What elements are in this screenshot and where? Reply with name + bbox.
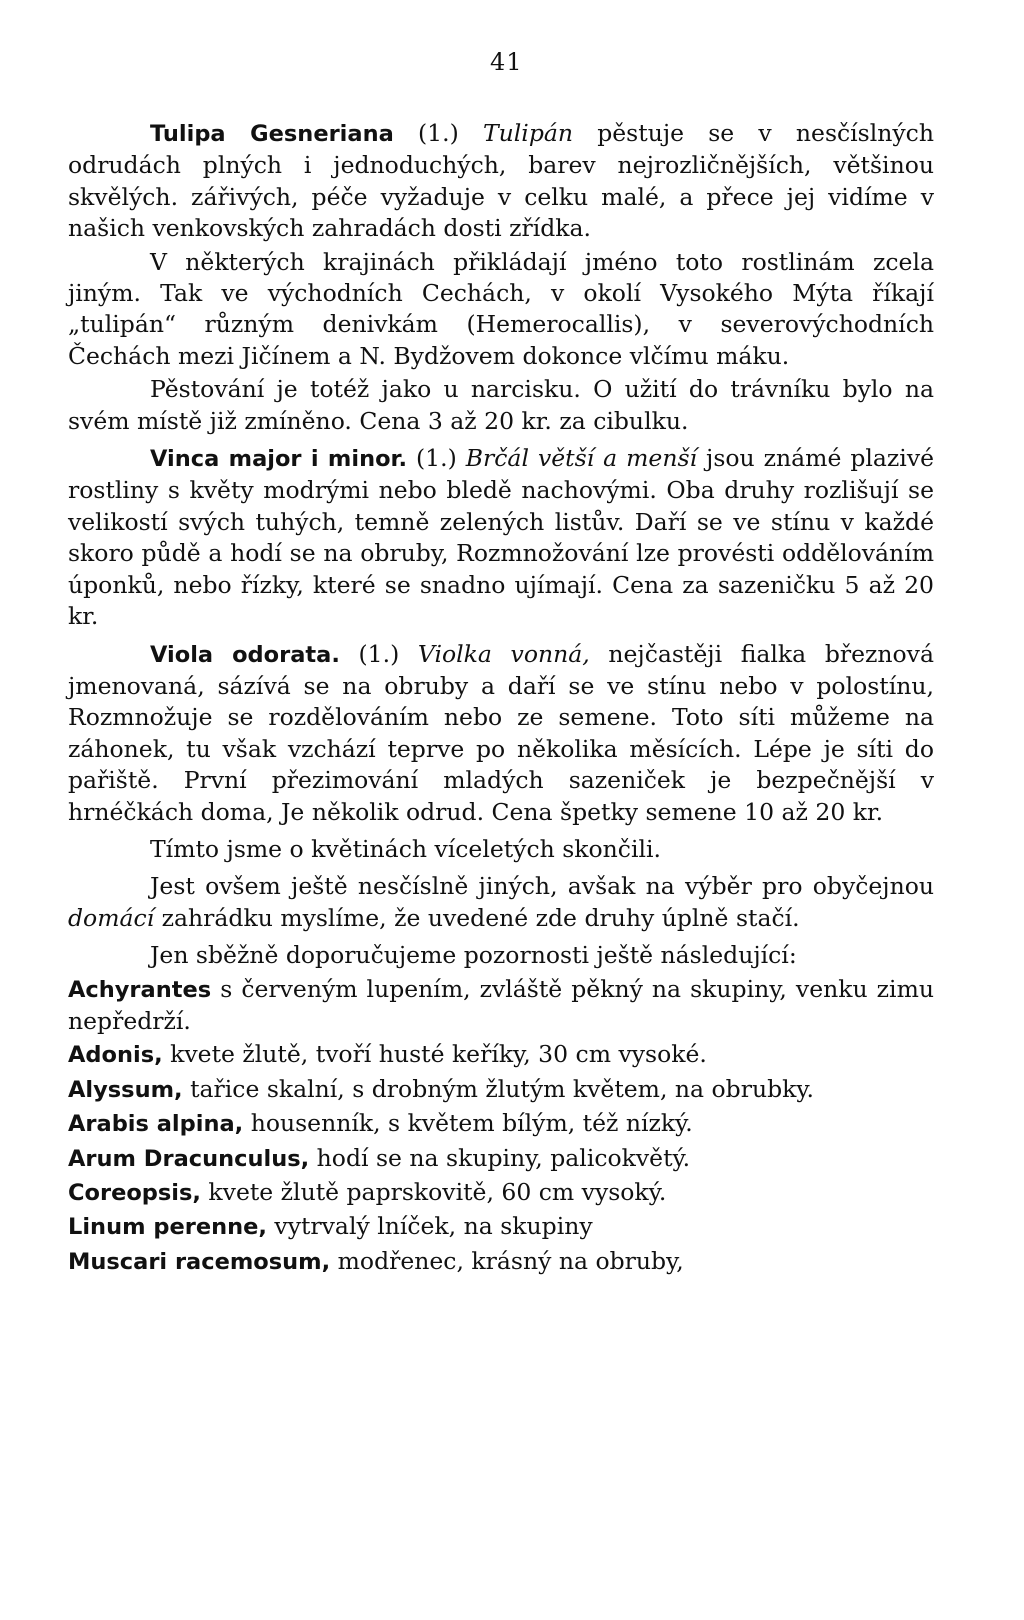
list-item [68,1108,934,1140]
plant-desc: kvete žlutě, tvoří husté keříky, 30 cm vysoké. [170,1040,707,1069]
life-cycle-mark: (1.) [358,639,400,668]
paragraph-text: zahrádku myslíme, že uvedené zde druhy úplně stačí. [161,903,800,932]
plant-desc: housenník, s květem bílým, též nízký. [250,1109,693,1138]
czech-name: Tulipán [482,119,574,147]
paragraph-text: Pěstování je totéž jako u narcisku. O užití do trávníku bylo na svém místě již zmíněno. Cena 3 až 20 kr. za cibulku. [68,375,934,435]
plant-name: Muscari racemosum, [68,1248,331,1275]
paragraph-text: pěstuje se v nesčíslných odrudách plných i jednoduchých, barev nejrozličnějších, většinou skvělých. zářivých, péče vyžaduje v celku malé, a přece jej vidíme v našich venkovských zahradách dosti zřídka. [68,119,934,243]
plant-desc: s červeným lupením, zvláště pěkný na skupiny, venku zimu nepředrží. [68,974,934,1035]
plant-name: Adonis, [68,1042,163,1069]
plant-desc: hodí se na skupiny, palicokvětý. [316,1143,691,1172]
life-cycle-mark: (1.) [418,119,459,147]
page-number: 41 [490,48,523,76]
species-name: Vinca major i minor. [150,446,407,473]
species-name: Viola odorata. [150,641,340,668]
czech-name: Violka vonná, [417,639,590,668]
emphasis: domácí [68,903,155,932]
paragraph-text: Jen sběžně doporučujeme pozornosti ještě následující: [150,941,797,970]
plant-name: Linum perenne, [68,1214,267,1241]
list-item [68,1246,934,1278]
text-body [68,118,934,1280]
paragraph-text: Jest ovšem ještě nesčíslně jiných, avšak na výběr pro obyčejnou [150,872,934,901]
paragraph-tulipa [68,118,934,245]
list-item [68,1211,934,1243]
list-item [68,1074,934,1106]
plant-name: Coreopsis, [68,1180,201,1206]
list-item [68,974,934,1038]
plant-name: Arum Dracunculus, [68,1145,310,1172]
plant-desc: tařice skalní, s drobným žlutým květem, na obrubky. [190,1074,814,1103]
species-name: Tulipa Gesneriana [150,121,394,147]
list-item [68,1177,934,1209]
paragraph-text: Tímto jsme o květinách víceletých skončili. [150,834,661,863]
plant-desc: kvete žlutě paprskovitě, 60 cm vysoký. [208,1178,667,1206]
paragraph-text: V některých krajinách přikládají jméno toto rostlinám zcela jiným. Tak ve východních Cechách, v okolí Vysokého Mýta říkají „tulipán“ různým denivkám (Hemerocallis), v severovýchodních Čechách mezi Jičínem a N. Bydžovem dokonce vlčímu máku. [68,247,934,370]
list-item [68,1143,934,1175]
plant-name: Arabis alpina, [68,1111,244,1138]
paragraph-text: jsou známé plazivé rostliny s květy modrými nebo bledě nachovými. Oba druhy rozlišují se velikostí svých tuhých, temně zelených listův. Daří se ve stínu v každé skoro půdě a hodí se na obruby, Rozmnožování lze provésti oddělováním úponků, nebo řízky, které se snadno ujímají. Cena za sazeničku 5 až 20 kr. [68,444,934,631]
list-item [68,1039,934,1071]
life-cycle-mark: (1.) [416,444,457,473]
plant-desc: modřenec, krásný na obruby, [337,1246,684,1275]
paragraph-viola [68,639,934,828]
plant-name: Achyrantes [68,976,212,1003]
paragraph-vinca [68,443,934,632]
plant-desc: vytrvalý lníček, na skupiny [274,1212,593,1241]
plant-name: Alyssum, [68,1076,183,1103]
paragraph-closing [68,871,934,934]
czech-name: Brčál větší a menší [465,444,698,473]
paragraph-text: nejčastěji fialka březnová jmenovaná, sázívá se na obruby a daří se ve stínu nebo v polostínu, Rozmnožuje se rozdělováním nebo ze semene. Toto síti můžeme na záhonek, tu však vzchází teprve po několika měsících. Lépe je síti do pařiště. První přezimování mladých sazeniček je bezpečnější v hrnéčkách doma, Je několik odrud. Cena špetky semene 10 až 20 kr. [68,639,934,826]
